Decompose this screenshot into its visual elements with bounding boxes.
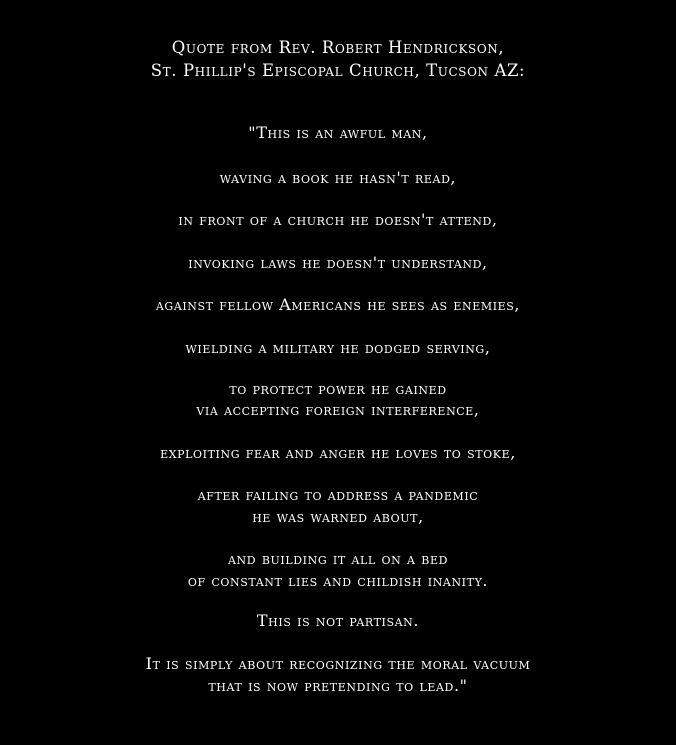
- quote-line: wielding a military he dodged serving,: [185, 338, 491, 357]
- quote-line: invoking laws he doesn't understand,: [188, 253, 488, 272]
- quote-line: waving a book he hasn't read,: [219, 168, 457, 187]
- attribution-line-2: St. Phillip's Episcopal Church, Tucson AZ:: [150, 61, 526, 80]
- quote-line: that is now pretending to lead.": [208, 676, 468, 695]
- quote-line: of constant lies and childish inanity.: [187, 571, 489, 590]
- quote-line: to protect power he gained: [229, 379, 447, 398]
- quote-line: against fellow Americans he sees as enemies,: [155, 295, 521, 314]
- quote-line: after failing to address a pandemic: [197, 485, 479, 504]
- quote-line: This is not partisan.: [256, 611, 420, 630]
- quote-line: and building it all on a bed: [227, 549, 449, 568]
- quote-line: in front of a church he doesn't attend,: [178, 210, 498, 229]
- quote-line: "This is an awful man,: [248, 123, 428, 142]
- quote-line: exploiting fear and anger he loves to stoke,: [160, 443, 516, 462]
- attribution-line-1: Quote from Rev. Robert Hendrickson,: [171, 38, 505, 57]
- quote-line: via accepting foreign interference,: [196, 400, 480, 419]
- quote-line: he was warned about,: [252, 507, 424, 526]
- quote-line: It is simply about recognizing the moral vacuum: [145, 654, 531, 673]
